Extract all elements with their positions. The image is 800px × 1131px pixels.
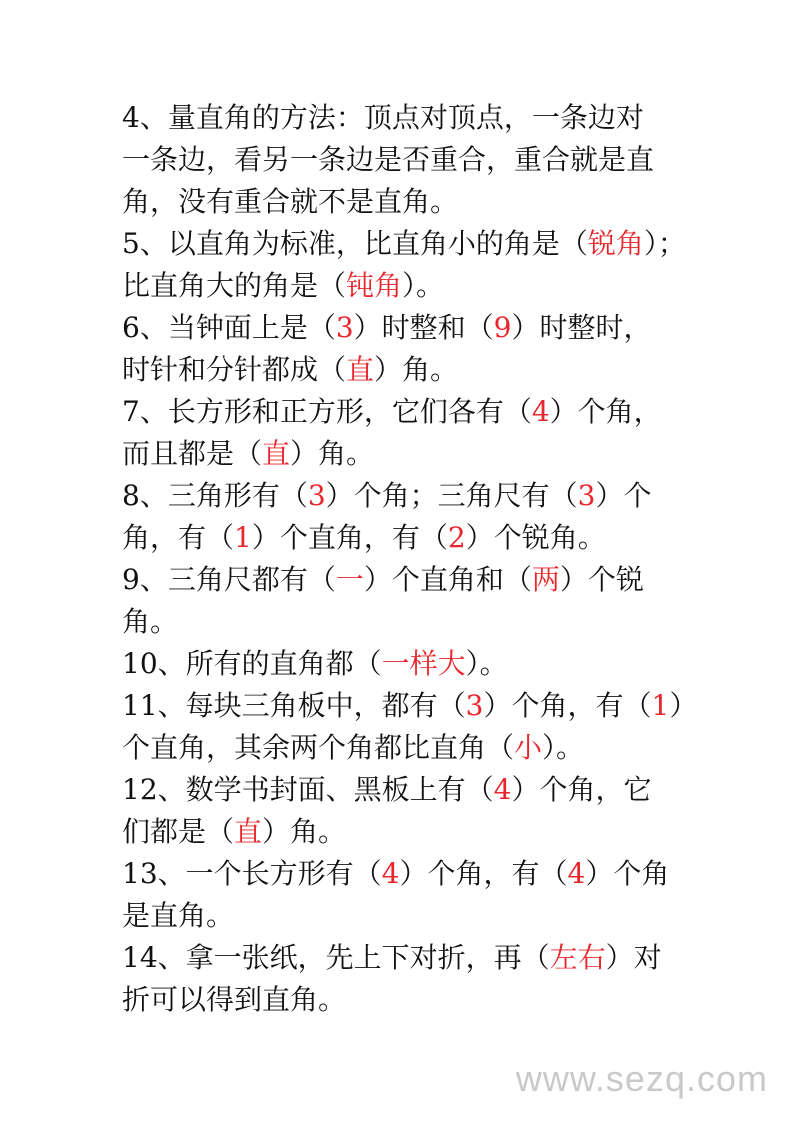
- text-line: [122, 349, 692, 391]
- answer-text: 直: [262, 437, 291, 470]
- text-line: [122, 433, 692, 475]
- text-line: [122, 307, 692, 349]
- answer-text: 一样大: [381, 647, 466, 680]
- question-text: ）角。: [262, 815, 347, 848]
- answer-text: 两: [531, 563, 560, 596]
- answer-text: 4: [493, 773, 512, 806]
- text-line: [122, 643, 692, 685]
- question-text: 角，有（: [122, 521, 235, 554]
- question-text: ）个角；三角尺有（: [325, 479, 578, 512]
- answer-text: 4: [531, 395, 550, 428]
- text-line: [122, 97, 692, 139]
- question-text: 一条边，看另一条边是否重合，重合就是直: [122, 143, 655, 176]
- answer-text: 3: [307, 479, 326, 512]
- question-text: ）个角，它: [511, 773, 652, 806]
- text-line: [122, 223, 692, 265]
- answer-text: 直: [234, 815, 263, 848]
- watermark: www.sezq.com: [515, 1058, 768, 1099]
- question-text: ）个直角和（: [363, 563, 532, 596]
- question-text: 时针和分针都成（: [122, 353, 347, 386]
- question-text: 而且都是（: [122, 437, 263, 470]
- question-text: 个直角，其余两个角都比直角（: [122, 731, 515, 764]
- question-text: 是直角。: [122, 899, 235, 932]
- question-text: 6、当钟面上是（: [122, 311, 336, 344]
- question-text: ）个直角，有（: [251, 521, 448, 554]
- question-text: 14、拿一张纸，先上下对折，再（: [122, 941, 550, 974]
- answer-text: 1: [234, 521, 252, 554]
- text-line: [122, 685, 698, 727]
- question-text: 比直角大的角是（: [122, 269, 347, 302]
- text-line: [122, 139, 692, 181]
- question-text: 折可以得到直角。: [122, 983, 347, 1016]
- question-text: 7、长方形和正方形，它们各有（: [122, 395, 532, 428]
- question-text: 8、三角形有（: [122, 479, 308, 512]
- answer-text: 左右: [549, 941, 606, 974]
- question-text: ）个锐角。: [465, 521, 606, 554]
- text-line: [122, 937, 692, 979]
- text-line: [122, 769, 692, 811]
- question-text: ）；: [643, 227, 686, 260]
- answer-text: 9: [493, 311, 512, 344]
- text-line: [122, 727, 692, 769]
- question-text: ）时整时，: [511, 311, 652, 344]
- text-line: [122, 391, 692, 433]
- answer-text: 2: [447, 521, 466, 554]
- question-text: 角，没有重合就不是直角。: [122, 185, 459, 218]
- answer-text: 3: [335, 311, 354, 344]
- question-text: 9、三角尺都有（: [122, 563, 336, 596]
- question-text: ）对: [605, 941, 662, 974]
- question-text: ）个角，: [549, 395, 662, 428]
- text-line: [122, 517, 692, 559]
- question-text: 11、每块三角板中，都有（: [122, 689, 466, 722]
- question-text: 4、量直角的方法：顶点对顶点，一条边对: [122, 101, 644, 134]
- answer-text: 4: [567, 857, 586, 890]
- answer-text: 小: [514, 731, 543, 764]
- question-text: ）个: [595, 479, 652, 512]
- text-line: [122, 811, 692, 853]
- text-line: [122, 979, 692, 1021]
- text-line: [122, 895, 692, 937]
- text-line: [122, 853, 692, 895]
- text-line: [122, 265, 692, 307]
- question-text: ）: [669, 689, 698, 722]
- question-text: ）。: [402, 269, 445, 302]
- answer-text: 3: [577, 479, 596, 512]
- text-line: [122, 475, 692, 517]
- document-body: [122, 97, 698, 1021]
- question-text: ）角。: [374, 353, 459, 386]
- text-line: [122, 181, 692, 223]
- question-text: ）个角: [585, 857, 670, 890]
- text-line: [122, 601, 692, 643]
- question-text: ）角。: [290, 437, 375, 470]
- answer-text: 一: [335, 563, 364, 596]
- question-text: ）个角，有（: [483, 689, 652, 722]
- answer-text: 1: [651, 689, 670, 722]
- answer-text: 直: [346, 353, 375, 386]
- question-text: 角。: [122, 605, 179, 638]
- question-text: 13、一个长方形有（: [122, 857, 382, 890]
- question-text: ）个角，有（: [399, 857, 568, 890]
- answer-text: 钝角: [346, 269, 403, 302]
- question-text: 10、所有的直角都（: [122, 647, 382, 680]
- question-text: ）个锐: [559, 563, 644, 596]
- answer-text: 锐角: [587, 227, 644, 260]
- question-text: ）。: [542, 731, 585, 764]
- question-text: 5、以直角为标准，比直角小的角是（: [122, 227, 588, 260]
- answer-text: 3: [465, 689, 484, 722]
- question-text: 12、数学书封面、黑板上有（: [122, 773, 494, 806]
- question-text: 们都是（: [122, 815, 235, 848]
- answer-text: 4: [381, 857, 400, 890]
- question-text: ）时整和（: [353, 311, 494, 344]
- question-text: ）。: [465, 647, 508, 680]
- text-line: [122, 559, 692, 601]
